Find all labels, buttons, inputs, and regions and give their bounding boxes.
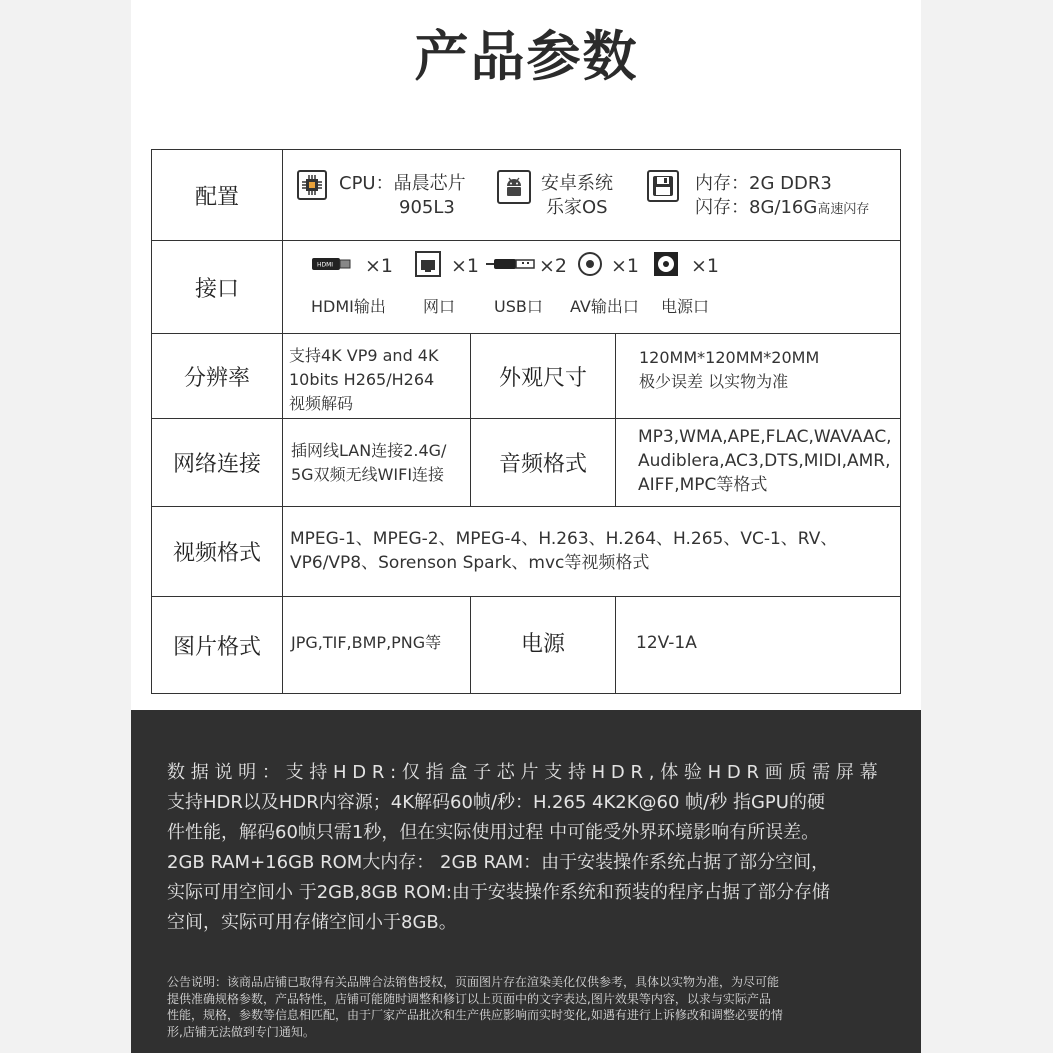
resolution-line: 10bits H265/H264	[289, 370, 435, 389]
row-video	[152, 507, 900, 597]
usb-plug-icon	[486, 255, 536, 273]
mem-line1: 内存：2G DDR3	[695, 173, 832, 194]
image-value: JPG,TIF,BMP,PNG等	[282, 597, 470, 693]
config-label: 配置	[194, 184, 239, 210]
network-label: 网络连接	[172, 452, 261, 477]
mem-line2-main: 闪存：8G/16G	[695, 197, 818, 218]
note-line: 支持HDR以及HDR内容源；4K解码60帧/秒：H.265 4K2K@60 帧/秒 指GPU的硬	[167, 792, 825, 813]
audio-value	[615, 419, 900, 506]
disclaimer	[167, 974, 892, 1040]
audio-label: 音频格式	[470, 419, 615, 506]
disclaimer-line: 性能，规格，参数等信息相匹配，由于厂家产品批次和生产供应影响而实时变化,如遇有进行上诉修改和调整必要的情	[167, 1008, 783, 1022]
disclaimer-line: 提供准确规格参数，产品特性，店铺可能随时调整和修订以上页面中的文字表达,图片效果等内容，以求与实际产品	[167, 991, 771, 1006]
cpu-chip-icon	[297, 170, 327, 200]
power-jack-icon	[653, 251, 679, 277]
power-name: 电源口	[661, 297, 710, 316]
note-line: 数 据 说 明 ： 支 持 H D R : 仅 指 盒 子 芯 片 支 持 H D R , 体 验 H D R 画 质 需 屏 幕	[167, 762, 878, 783]
mem-line2	[695, 196, 869, 222]
cpu-line1: CPU：晶晨芯片	[339, 173, 466, 194]
av-name: AV输出口	[570, 297, 639, 316]
note-line: 2GB RAM+16GB ROM大内存： 2GB RAM：由于安装操作系统占据了部分空间，	[167, 852, 830, 873]
row-interface	[152, 241, 900, 334]
dimensions-line: 120MM*120MM*20MM	[639, 348, 820, 367]
notes-panel	[131, 710, 921, 1053]
ethernet-name: 网口	[423, 297, 456, 316]
android-icon	[497, 170, 531, 204]
disclaimer-line: 公告说明：该商品店铺已取得有关品牌合法销售授权，页面图片存在渲染美化仅供参考，具体以实物为准，为尽可能	[167, 975, 780, 989]
resolution-line: 视频解码	[289, 394, 354, 413]
note-line: 件性能，解码60帧只需1秒，但在实际使用过程 中可能受外界环境影响有所误差。	[167, 822, 820, 843]
power-value: 12V-1A	[615, 597, 900, 693]
resolution-value	[282, 334, 470, 418]
av-count: ×1	[611, 255, 640, 277]
video-line: MPEG-1、MPEG-2、MPEG-4、H.263、H.264、H.265、VC-1、RV、	[290, 529, 838, 549]
floppy-disk-icon	[647, 170, 679, 202]
power-count: ×1	[691, 255, 720, 277]
video-label: 视频格式	[172, 541, 261, 566]
mem-line2-small: 高速闪存	[817, 202, 870, 217]
resolution-label: 分辨率	[183, 365, 250, 391]
spec-table	[151, 149, 901, 694]
svg-text:HDMI: HDMI	[317, 261, 334, 269]
row-network	[152, 419, 900, 507]
hdmi-count: ×1	[365, 255, 394, 277]
cpu-line2: 905L3	[399, 197, 455, 218]
interface-value	[282, 241, 900, 333]
os-line2: 乐家OS	[546, 197, 608, 218]
network-line: 插网线LAN连接2.4G/	[291, 441, 447, 460]
disclaimer-line: 形,店铺无法做到专门通知。	[167, 1024, 315, 1039]
note-line: 空间，实际可用存储空间小于8GB。	[167, 912, 457, 933]
note-line: 实际可用空间小 于2GB,8GB ROM:由于安装操作系统和预装的程序占据了部分存储	[167, 882, 830, 903]
usb-name: USB口	[494, 297, 543, 316]
audio-line: Audiblera,AC3,DTS,MIDI,AMR,	[638, 451, 891, 471]
audio-line: MP3,WMA,APE,FLAC,WAVAAC,	[638, 427, 892, 447]
power-label: 电源	[470, 597, 615, 693]
os-line1: 安卓系统	[541, 173, 613, 194]
audio-line: AIFF,MPC等格式	[638, 475, 768, 495]
dimensions-line: 极少误差 以实物为准	[639, 372, 789, 391]
page-title: 产品参数	[414, 25, 639, 88]
video-value	[282, 507, 900, 596]
network-value	[282, 419, 470, 506]
hdmi-name: HDMI输出	[311, 297, 386, 316]
image-label: 图片格式	[172, 634, 261, 660]
video-line: VP6/VP8、Sorenson Spark、mvc等视频格式	[290, 553, 650, 573]
row-config	[152, 150, 900, 241]
interface-label: 接口	[194, 276, 239, 302]
ethernet-port-icon	[415, 251, 441, 277]
data-description	[167, 758, 892, 938]
usb-count: ×2	[539, 255, 568, 277]
row-image	[152, 597, 900, 693]
dimensions-label: 外观尺寸	[470, 334, 615, 418]
config-value	[282, 150, 900, 240]
hdmi-plug-icon	[311, 254, 351, 274]
av-jack-icon	[577, 251, 603, 277]
network-line: 5G双频无线WIFI连接	[291, 465, 445, 484]
dimensions-value	[615, 334, 900, 418]
ethernet-count: ×1	[451, 255, 480, 277]
row-resolution	[152, 334, 900, 419]
resolution-line: 支持4K VP9 and 4K	[289, 346, 439, 365]
